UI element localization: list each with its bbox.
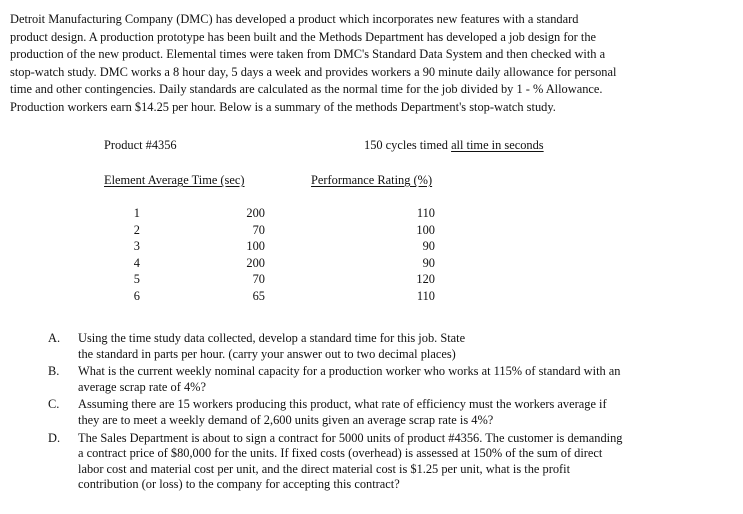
performance-rating: 90 — [422, 239, 435, 253]
intro-line: stop-watch study. DMC works a 8 hour day, 5 days a week and provides workers a 90 minute daily allowance for personal — [10, 64, 617, 79]
table-row — [100, 289, 460, 306]
table-row — [100, 272, 460, 289]
intro-line: Detroit Manufacturing Company (DMC) has developed a product which incorporates new features with a standard — [10, 12, 579, 26]
element-number: 1 — [133, 206, 140, 220]
average-time: 65 — [252, 288, 265, 303]
table-row — [100, 223, 460, 240]
element-number: 2 — [133, 222, 140, 237]
average-time: 200 — [246, 206, 265, 220]
question-letter: A. — [48, 331, 61, 345]
question-letter: D. — [48, 430, 61, 445]
question-line: a contract price of $80,000 for the units. If fixed costs (overhead) is assessed at 150% of the sum of direct — [78, 446, 603, 461]
question-line: average scrap rate of 4%? — [78, 379, 206, 394]
question-d — [48, 431, 738, 493]
performance-rating: 100 — [416, 222, 435, 237]
question-line: contribution (or loss) to the company for accepting this contract? — [78, 477, 400, 492]
performance-rating: 90 — [422, 255, 435, 270]
intro-line: product design. A production prototype has been built and the Methods Department has developed a job design for the — [10, 29, 597, 44]
question-line: labor cost and material cost per unit, and the direct material cost is $1.25 per unit, what is the profit — [78, 461, 571, 476]
table-row — [100, 239, 460, 256]
time-study-table — [100, 206, 460, 305]
question-line: they are to meet a weekly demand of 2,600 units given an average scrap rate is 4%? — [78, 412, 494, 427]
question-line: What is the current weekly nominal capacity for a production worker who works at 115% of standard with an — [78, 364, 621, 379]
average-time: 200 — [246, 255, 265, 270]
element-number: 6 — [133, 288, 140, 303]
header-performance-rating: Performance Rating (%) — [311, 173, 433, 187]
question-line: The Sales Department is about to sign a contract for 5000 units of product #4356. The customer is demanding — [78, 430, 623, 445]
intro-paragraph — [10, 11, 736, 117]
question-letter: C. — [48, 397, 60, 412]
table-row — [100, 206, 460, 223]
table-row — [100, 256, 460, 273]
performance-rating: 110 — [416, 288, 435, 303]
average-time: 70 — [252, 272, 265, 286]
question-a — [48, 331, 738, 362]
question-list — [48, 331, 738, 493]
intro-line: production of the new product. Elemental times were taken from DMC's Standard Data System and then checked with a — [10, 47, 606, 62]
product-label: Product #4356 — [104, 138, 177, 152]
element-number: 5 — [133, 272, 140, 286]
question-line: the standard in parts per hour. (carry your answer out to two decimal places) — [78, 346, 456, 361]
header-element-average-time: Element Average Time (sec) — [104, 173, 245, 187]
intro-line: Production workers earn $14.25 per hour. Below is a summary of the methods Department's stop-watch study. — [10, 99, 556, 114]
cycles-units: all time in seconds — [451, 138, 544, 152]
cycles-prefix: 150 cycles timed — [364, 138, 452, 152]
question-line: Using the time study data collected, develop a standard time for this job. State — [78, 331, 466, 345]
average-time: 70 — [252, 222, 265, 237]
intro-line: time and other contingencies. Daily standards are calculated as the normal time for the job divided by 1 - % Allowance. — [10, 82, 603, 97]
question-line: Assuming there are 15 workers producing this product, what rate of efficiency must the workers average if — [78, 397, 607, 412]
average-time: 100 — [246, 239, 265, 253]
element-number: 4 — [133, 255, 140, 270]
question-c — [48, 397, 738, 428]
question-letter: B. — [48, 364, 60, 379]
element-number: 3 — [133, 239, 140, 253]
performance-rating: 110 — [416, 206, 435, 220]
question-b — [48, 364, 738, 395]
cycles-note — [364, 138, 544, 153]
performance-rating: 120 — [416, 272, 435, 286]
